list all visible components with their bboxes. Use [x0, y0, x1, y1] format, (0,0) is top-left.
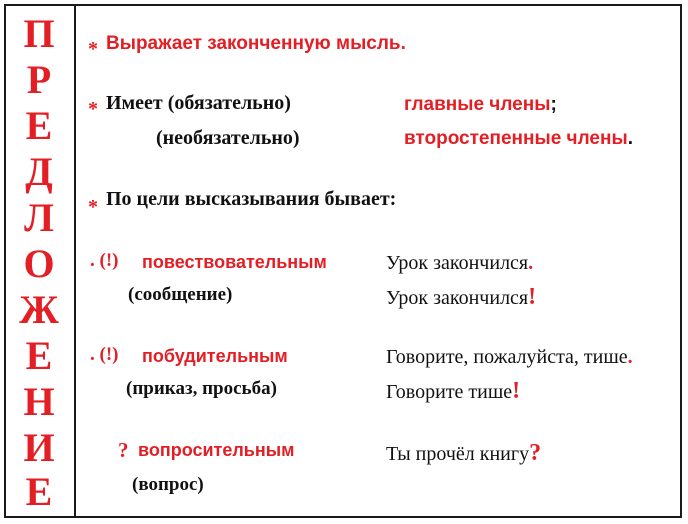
vertical-letter: Ж — [19, 287, 59, 332]
example-sentence: Урок закончился. — [386, 252, 534, 274]
secondary-members-text: второстепенные члены. — [404, 128, 633, 149]
vertical-letter: Е — [25, 469, 53, 514]
example-sentence: Ты прочёл книгу? — [386, 440, 542, 466]
vertical-letter: О — [23, 241, 55, 286]
type-name: вопросительным — [138, 440, 295, 460]
type-marks: ? — [118, 438, 129, 462]
bullet-star-3: * — [88, 196, 98, 218]
vertical-letter: И — [23, 425, 55, 470]
vertical-letter: Н — [23, 379, 55, 424]
type-note: (приказ, просьба) — [126, 378, 277, 399]
main-members-text: главные члены; — [404, 94, 557, 115]
example-sentence: Говорите, пожалуйста, тише. — [386, 346, 633, 368]
vertical-letter: Л — [24, 195, 54, 240]
vertical-letter: Р — [26, 57, 52, 102]
purpose-heading: По цели высказывания бывает: — [106, 188, 397, 210]
vertical-letter: Е — [25, 103, 53, 148]
type-name: побудительным — [142, 346, 288, 366]
type-note: (сообщение) — [128, 284, 233, 305]
optional-label: (необязательно) — [156, 127, 300, 149]
vertical-letter: П — [23, 11, 55, 56]
bullet-star-1: * — [88, 38, 98, 60]
vertical-word-column — [4, 4, 76, 518]
type-marks: . (!) — [90, 344, 119, 365]
example-sentence: Урок закончился! — [386, 284, 537, 310]
definition-line: Выражает законченную мысль. — [106, 33, 406, 54]
type-marks: . (!) — [90, 250, 119, 271]
type-name: повествовательным — [142, 252, 327, 272]
bullet-star-2: * — [88, 98, 98, 120]
example-sentence: Говорите тише! — [386, 378, 521, 404]
vertical-letter: Д — [25, 149, 53, 194]
required-label: Имеет (обязательно) — [106, 92, 291, 114]
vertical-letter: Е — [25, 333, 53, 378]
type-note: (вопрос) — [132, 474, 204, 495]
